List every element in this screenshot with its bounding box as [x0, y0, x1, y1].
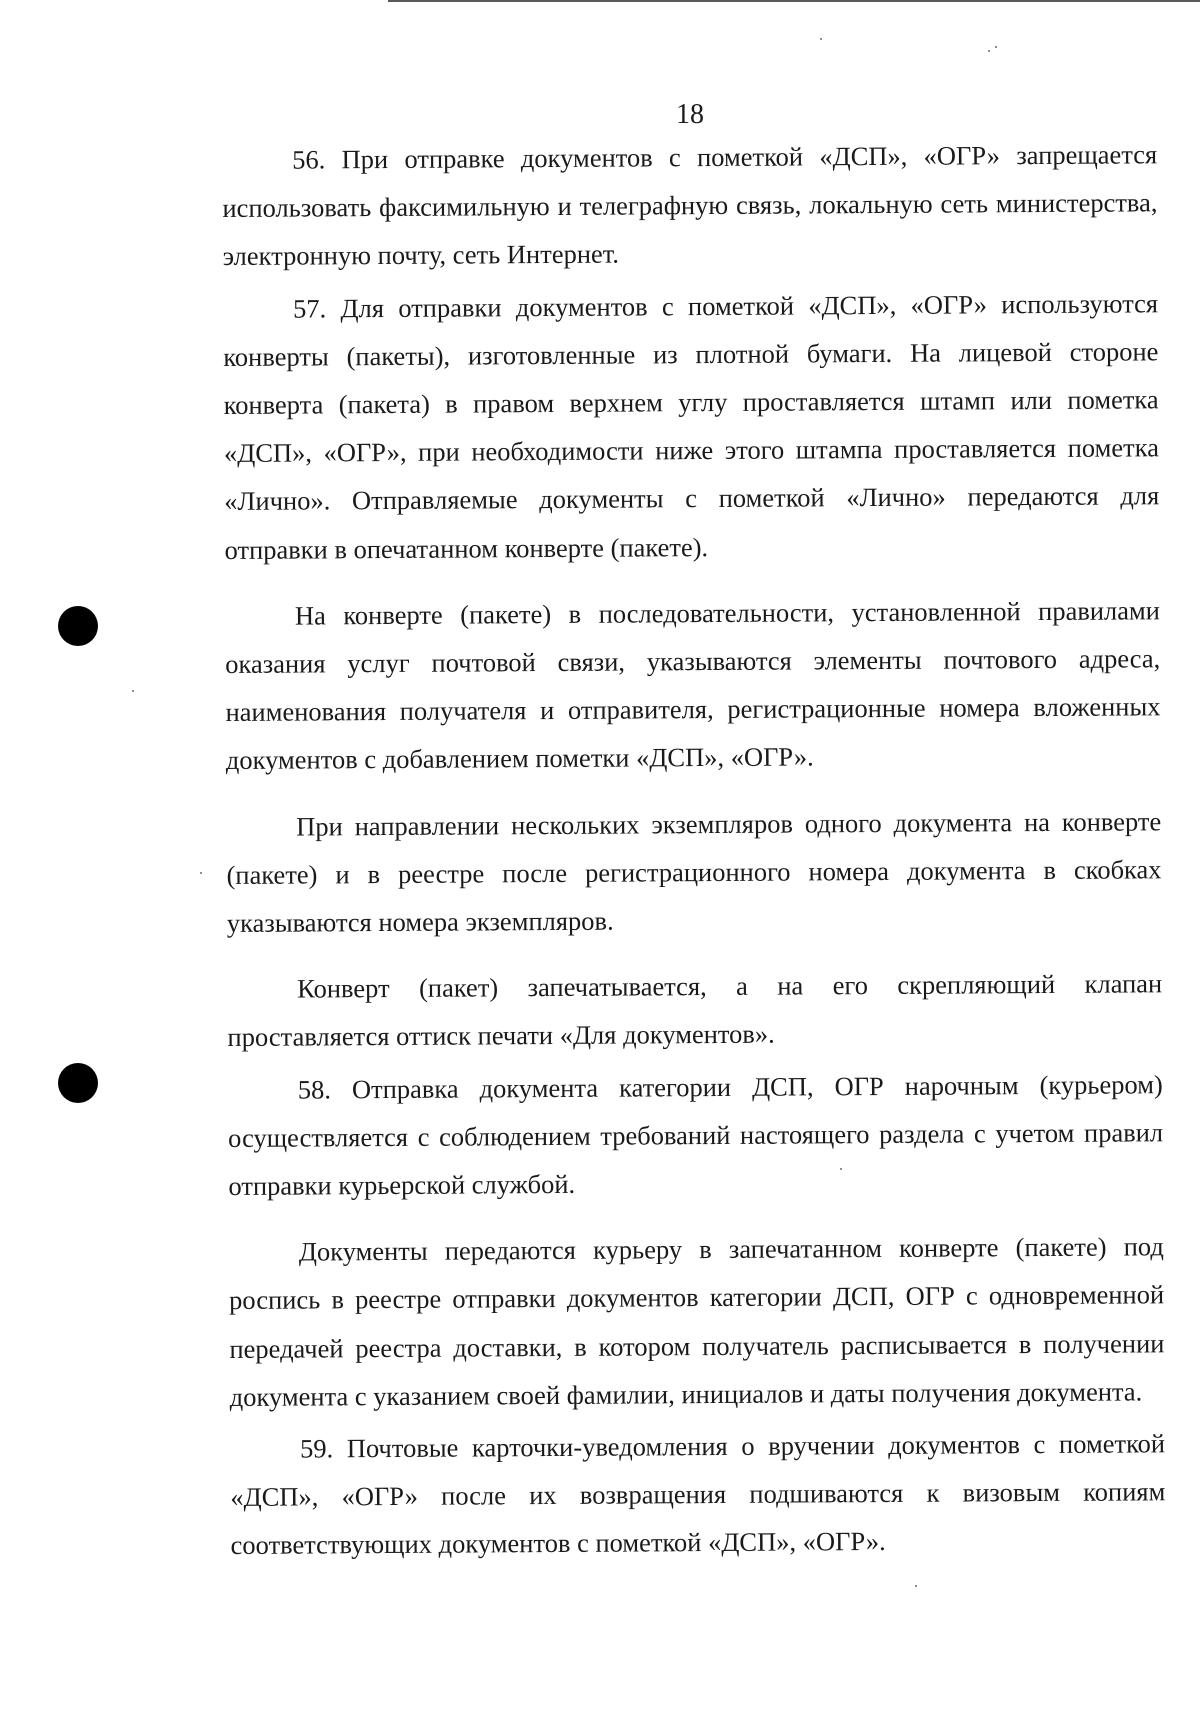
- scan-speck: [132, 690, 134, 692]
- scan-speck: [200, 872, 202, 874]
- document-body: [222, 130, 1166, 1573]
- top-edge-line: [388, 0, 1200, 2]
- punch-hole-bottom: [58, 1063, 98, 1103]
- paragraph-envelope-seal: Конверт (пакет) запечатывается, а на его скрепляющий клапан проставляется оттиск печати «Для документов».: [227, 968, 1163, 1053]
- paragraph-courier-delivery: Документы передаются курьеру в запечатанном конверте (пакете) под роспись в реестре отправки документов категории ДСП, ОГР с одновременной передачей реестра доставки, в котором получатель расписывается в получении документа с указанием своей фамилии, инициалов и даты получения документа.: [229, 1231, 1165, 1412]
- scan-speck: [820, 38, 822, 40]
- paragraph-57: 57. Для отправки документов с пометкой «ДСП», «ОГР» используются конверты (пакеты), изготовленные из плотной бумаги. На лицевой стороне конверта (пакета) в правом верхнем углу проставляется штамп или пометка «ДСП», «ОГР», при необходимости ниже этого штампа проставляется пометка «Лично». Отправляемые документы с пометкой «Лично» передаются для отправки в опечатанном конверте (пакете).: [223, 287, 1160, 565]
- paragraph-envelope-address: На конверте (пакете) в последовательности, установленной правилами оказания услуг почтовой связи, указываются элементы почтового адреса, наименования получателя и отправителя, регистрационные номера вложенных документов с добавлением пометки «ДСП», «ОГР».: [225, 595, 1161, 776]
- paragraph-multiple-copies: При направлении нескольких экземпляров одного документа на конверте (пакете) и в реестре после регистрационного номера документа в скобках указываются номера экземпляров.: [226, 805, 1162, 939]
- scan-speck: [915, 1585, 917, 1587]
- page-number: 18: [676, 99, 704, 130]
- scan-speck: [995, 46, 997, 48]
- punch-hole-top: [58, 606, 98, 646]
- paragraph-56: 56. При отправке документов с пометкой «ДСП», «ОГР» запрещается использовать факсимильную и телеграфную связь, локальную сеть министерства, электронную почту, сеть Интернет.: [222, 139, 1158, 272]
- paragraph-59: 59. Почтовые карточки-уведомления о вручении документов с пометкой «ДСП», «ОГР» после их возвращения подшиваются к визовым копиям соответствующих документов с пометкой «ДСП», «ОГР».: [230, 1428, 1166, 1561]
- scan-speck: [988, 50, 990, 52]
- paragraph-58: 58. Отправка документа категории ДСП, ОГР нарочным (курьером) осуществляется с соблюдением требований настоящего раздела с учетом правил отправки курьерской службой.: [228, 1068, 1164, 1202]
